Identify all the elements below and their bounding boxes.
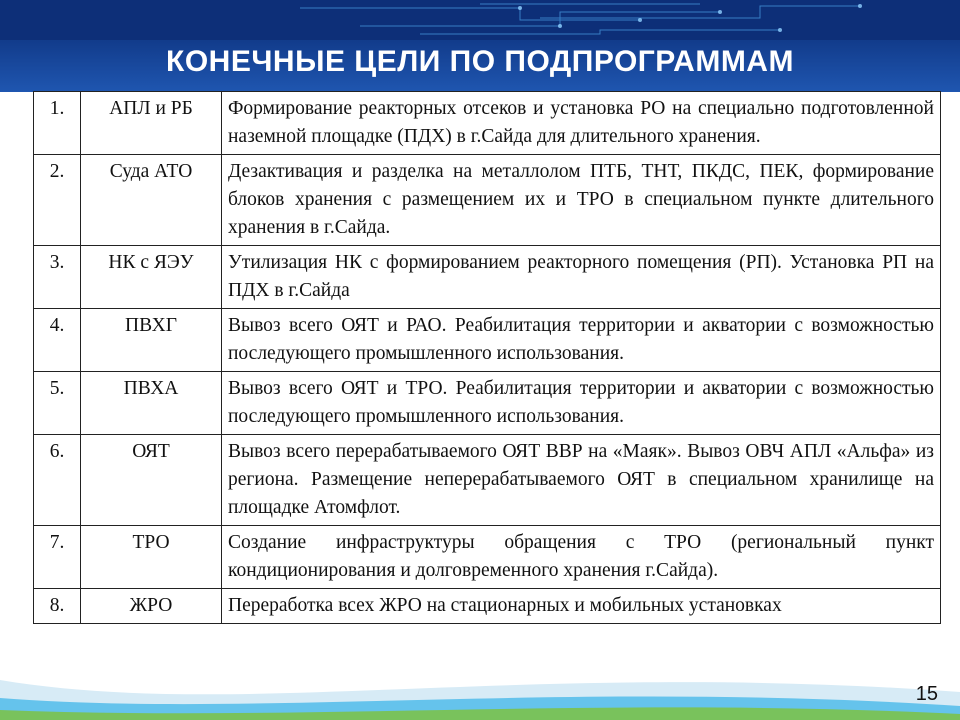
row-number: 1. [34, 92, 81, 155]
row-number: 3. [34, 246, 81, 309]
subprogram-name: ЖРО [81, 589, 222, 624]
page-number: 15 [915, 683, 938, 705]
subprogram-name: ПВХА [81, 372, 222, 435]
subprogram-name: ТРО [81, 526, 222, 589]
table-row [34, 246, 941, 309]
subprogram-name: ПВХГ [81, 309, 222, 372]
slide-title: КОНЕЧНЫЕ ЦЕЛИ ПО ПОДПРОГРАММАМ [166, 45, 794, 78]
table-row [34, 155, 941, 246]
goal-description: Дезактивация и разделка на металлолом ПТБ, ТНТ, ПКДС, ПЕК, формирование блоков хранения с размещением их и ТРО в специальном пункте длительного хранения в г.Сайда. [222, 155, 941, 246]
goal-description: Вывоз всего ОЯТ и ТРО. Реабилитация территории и акватории с возможностью последующего промышленного использования. [222, 372, 941, 435]
goal-description: Вывоз всего перерабатываемого ОЯТ ВВР на «Маяк». Вывоз ОВЧ АПЛ «Альфа» из региона. Размещение неперерабатываемого ОЯТ в специальном хранилище на площадке Атомфлот. [222, 435, 941, 526]
table-row [34, 589, 941, 624]
subprogram-name: ОЯТ [81, 435, 222, 526]
row-number: 4. [34, 309, 81, 372]
row-number: 5. [34, 372, 81, 435]
row-number: 6. [34, 435, 81, 526]
goal-description: Переработка всех ЖРО на стационарных и мобильных установках [222, 589, 941, 624]
table-row [34, 435, 941, 526]
table-row [34, 309, 941, 372]
subprogram-name: НК с ЯЭУ [81, 246, 222, 309]
table-row [34, 526, 941, 589]
subprogram-name: Суда АТО [81, 155, 222, 246]
goal-description: Формирование реакторных отсеков и установка РО на специально подготовленной наземной площадке (ПДХ) в г.Сайда для длительного хранения. [222, 92, 941, 155]
subprogram-name: АПЛ и РБ [81, 92, 222, 155]
row-number: 8. [34, 589, 81, 624]
circuit-decoration [0, 0, 960, 40]
goal-description: Создание инфраструктуры обращения с ТРО (региональный пункт кондиционирования и долговременного хранения г.Сайда). [222, 526, 941, 589]
bottom-wave-decoration [0, 640, 960, 720]
table-row [34, 92, 941, 155]
goals-table [33, 91, 941, 624]
table-row [34, 372, 941, 435]
row-number: 7. [34, 526, 81, 589]
goal-description: Вывоз всего ОЯТ и РАО. Реабилитация территории и акватории с возможностью последующего промышленного использования. [222, 309, 941, 372]
slide-header [0, 0, 960, 92]
goal-description: Утилизация НК с формированием реакторного помещения (РП). Установка РП на ПДХ в г.Сайда [222, 246, 941, 309]
row-number: 2. [34, 155, 81, 246]
